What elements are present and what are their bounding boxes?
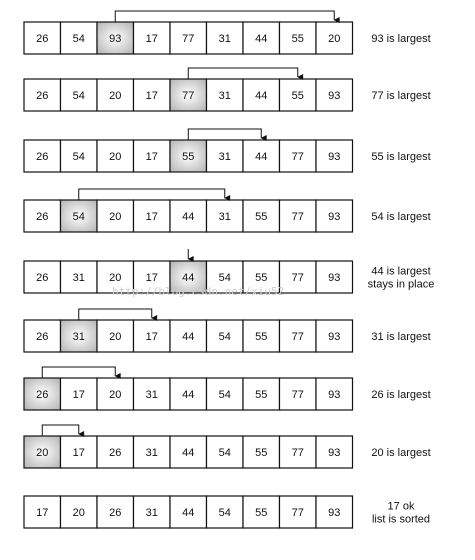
array-cell-value: 44 — [255, 151, 268, 163]
array-cell-value: 44 — [182, 211, 195, 223]
array-cell-value: 77 — [291, 211, 304, 223]
array-cell-value: 77 — [291, 331, 304, 343]
array-cell-value: 54 — [72, 33, 85, 45]
step-caption: 26 is largest — [371, 389, 431, 401]
array-cell-value: 20 — [72, 507, 85, 519]
array-cell-value: 17 — [72, 389, 85, 401]
array-cell-value: 26 — [36, 33, 49, 45]
array-cell-value: 26 — [109, 447, 122, 459]
array-cell-value: 93 — [328, 389, 341, 401]
array-cell-value: 44 — [182, 447, 195, 459]
array-cell-value: 17 — [145, 33, 158, 45]
array-cell-value: 26 — [109, 507, 122, 519]
array-cell-value: 55 — [255, 507, 268, 519]
array-cell-value: 26 — [36, 331, 49, 343]
array-cell-value: 54 — [218, 331, 231, 343]
array-cell-value: 44 — [182, 331, 195, 343]
swap-arrow — [42, 425, 79, 436]
array-cell-value: 31 — [145, 507, 158, 519]
step-caption: 31 is largest — [371, 331, 431, 343]
step-caption: 44 is largest — [371, 265, 431, 278]
array-cell-value: 17 — [145, 90, 158, 102]
sort-step-row — [24, 68, 431, 111]
sort-step-row — [24, 129, 431, 172]
array-cell-value: 20 — [109, 272, 122, 284]
array-cell-value: 20 — [36, 447, 49, 459]
array-cell-value: 54 — [72, 211, 85, 223]
swap-arrow — [79, 309, 152, 320]
array-cell-value: 54 — [72, 151, 85, 163]
array-cell-value: 55 — [255, 331, 268, 343]
array-cell-value: 17 — [145, 272, 158, 284]
array-cell-value: 20 — [109, 151, 122, 163]
swap-arrow — [42, 367, 115, 378]
array-cell-value: 93 — [328, 90, 341, 102]
array-cell-value: 26 — [36, 151, 49, 163]
sort-step-row — [24, 496, 430, 528]
array-cell-value: 55 — [182, 151, 195, 163]
array-cell-value: 54 — [218, 447, 231, 459]
array-cell-value: 31 — [218, 33, 231, 45]
array-cell-value: 44 — [182, 507, 195, 519]
array-cell-value: 77 — [291, 151, 304, 163]
rows-layer — [24, 11, 434, 528]
step-caption: 77 is largest — [371, 90, 431, 102]
array-cell-value: 26 — [36, 211, 49, 223]
watermark-text: http://blog.csdn.net/xiu52 — [112, 285, 285, 298]
array-cell-value: 93 — [328, 272, 341, 284]
array-cell-value: 55 — [291, 90, 304, 102]
swap-arrow — [79, 189, 225, 200]
array-cell-value: 77 — [182, 90, 195, 102]
step-caption: 55 is largest — [371, 151, 431, 163]
array-cell-value: 93 — [109, 33, 122, 45]
array-cell-value: 31 — [72, 272, 85, 284]
sort-step-row — [24, 189, 431, 232]
array-cell-value: 55 — [255, 447, 268, 459]
array-cell-value: 20 — [109, 389, 122, 401]
step-caption: 20 is largest — [371, 447, 431, 459]
array-cell-value: 55 — [291, 33, 304, 45]
array-cell-value: 77 — [291, 389, 304, 401]
array-cell-value: 77 — [182, 33, 195, 45]
array-cell-value: 44 — [255, 33, 268, 45]
array-cell-value: 77 — [291, 272, 304, 284]
array-cell-value: 20 — [109, 90, 122, 102]
array-cell-value: 26 — [36, 389, 49, 401]
array-cell-value: 44 — [182, 389, 195, 401]
sort-step-row — [24, 425, 431, 468]
array-cell-value: 55 — [255, 211, 268, 223]
sort-step-row — [24, 367, 431, 410]
array-cell-value: 44 — [255, 90, 268, 102]
step-caption: 93 is largest — [371, 33, 431, 45]
swap-arrow — [115, 11, 334, 22]
array-cell-value: 20 — [328, 33, 341, 45]
step-caption: stays in place — [367, 278, 435, 291]
array-cell-value: 31 — [218, 211, 231, 223]
array-cell-value: 77 — [291, 507, 304, 519]
swap-arrow — [188, 68, 298, 79]
array-cell-value: 54 — [218, 389, 231, 401]
array-cell-value: 77 — [291, 447, 304, 459]
sort-step-row — [24, 309, 431, 352]
array-cell-value: 17 — [145, 211, 158, 223]
array-cell-value: 17 — [36, 507, 49, 519]
step-caption: 17 ok — [387, 500, 415, 513]
array-cell-value: 31 — [145, 389, 158, 401]
array-cell-value: 31 — [218, 151, 231, 163]
array-cell-value: 20 — [109, 211, 122, 223]
array-cell-value: 54 — [72, 90, 85, 102]
step-caption: 54 is largest — [371, 211, 431, 223]
step-caption: list is sorted — [371, 513, 431, 526]
swap-arrow — [188, 129, 261, 140]
array-cell-value: 55 — [255, 272, 268, 284]
array-cell-value: 26 — [36, 272, 49, 284]
array-cell-value: 54 — [218, 272, 231, 284]
array-cell-value: 93 — [328, 211, 341, 223]
array-cell-value: 31 — [145, 447, 158, 459]
array-cell-value: 26 — [36, 90, 49, 102]
array-cell-value: 55 — [255, 389, 268, 401]
array-cell-value: 54 — [218, 507, 231, 519]
array-cell-value: 44 — [182, 272, 195, 284]
array-cell-value: 93 — [328, 151, 341, 163]
array-cell-value: 93 — [328, 331, 341, 343]
array-cell-value: 93 — [328, 447, 341, 459]
array-cell-value: 17 — [145, 151, 158, 163]
array-cell-value: 93 — [328, 507, 341, 519]
array-cell-value: 17 — [72, 447, 85, 459]
array-cell-value: 17 — [145, 331, 158, 343]
array-cell-value: 31 — [218, 90, 231, 102]
array-cell-value: 31 — [72, 331, 85, 343]
sort-step-row — [24, 11, 431, 54]
array-cell-value: 20 — [109, 331, 122, 343]
